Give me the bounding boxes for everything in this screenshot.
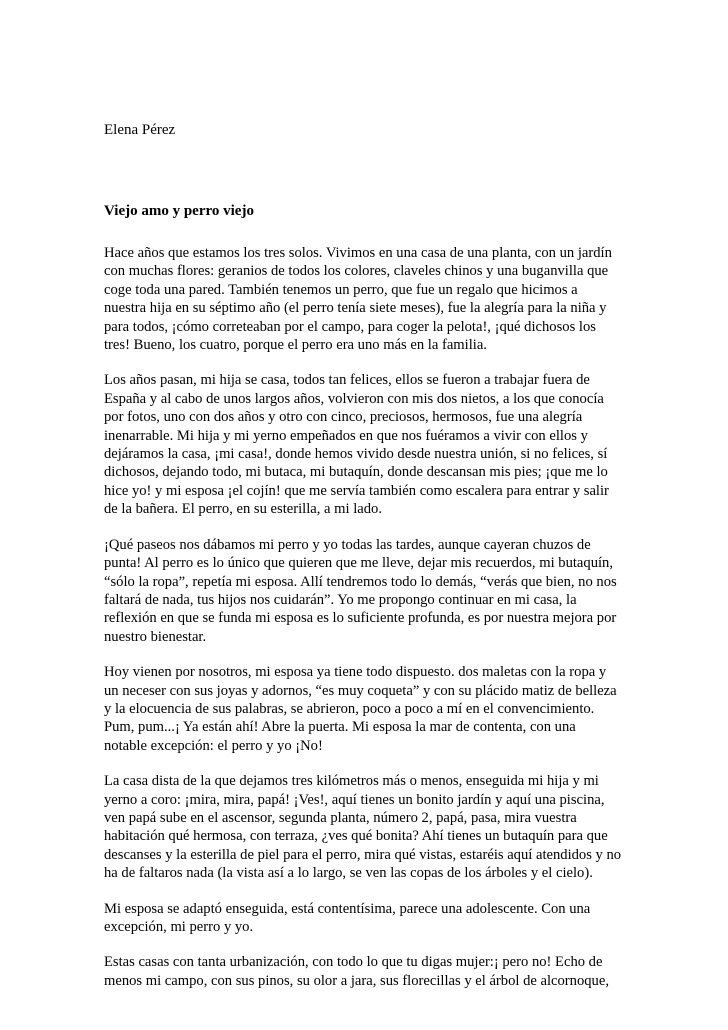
paragraph <box>104 772 634 882</box>
text-line: nuestro bienestar. <box>104 628 207 645</box>
text-line: Hoy vienen por nosotros, mi esposa ya tiene todo dispuesto. dos maletas con la ropa y <box>104 664 607 681</box>
text-line: de la bañera. El perro, en su esterilla, a mi lado. <box>104 501 382 518</box>
text-line: España y al cabo de unos largos años, volvieron con mis dos nietos, a los que conocía <box>104 390 604 407</box>
text-line: por fotos, uno con dos años y otro con cinco, preciosos, hermosos, fue una alegría <box>104 409 583 426</box>
text-line: dejáramos la casa, ¡mi casa!, donde hemos vivido desde nuestra unión, si no felices, sí <box>104 446 608 463</box>
text-line: habitación qué hermosa, con terraza, ¿ves qué bonita? Ahí tienes un butaquín para que <box>104 828 608 845</box>
text-line: reflexión en que se funda mi esposa es lo suficiente profunda, es por nuestra mejora por <box>104 610 617 627</box>
text-line: tres! Bueno, los cuatro, porque el perro era uno más en la familia. <box>104 337 487 354</box>
text-line: descanses y la esterilla de piel para el perro, mira qué vistas, estaréis aquí atendidos y no <box>104 846 622 863</box>
text-line: yerno a coro: ¡mira, mira, papá! ¡Ves!, aquí tienes un bonito jardín y aquí una piscina, <box>104 791 605 808</box>
text-line: con muchas flores: geranios de todos los colores, claveles chinos y una buganvilla que <box>104 263 609 280</box>
text-line: hice yo! y mi esposa ¡el cojín! que me servía también como escalera para entrar y salir <box>104 482 609 499</box>
text-line: inenarrable. Mi hija y mi yerno empeñados en que nos fuéramos a vivir con ellos y <box>104 427 588 444</box>
text-line: y la elocuencia de sus palabras, se abrieron, poco a poco a mí en el convencimiento. <box>104 700 595 717</box>
paragraph <box>104 371 634 518</box>
text-line: ¡Qué paseos nos dábamos mi perro y yo todas las tardes, aunque cayeran chuzos de <box>104 536 591 553</box>
text-line: ven papá sube en el ascensor, segunda planta, número 2, papá, pasa, mira vuestra <box>104 809 577 826</box>
text-line: menos mi campo, con sus pinos, su olor a jara, sus florecillas y el árbol de alcornoque, <box>104 972 609 989</box>
paragraph <box>104 663 634 755</box>
text-line: para todos, ¡cómo correteaban por el campo, para coger la pelota!, ¡qué dichosos los <box>104 318 596 335</box>
text-line: Mi esposa se adaptó enseguida, está contentísima, parece una adolescente. Con una <box>104 900 591 917</box>
text-line: un neceser con sus joyas y adornos, “es muy coqueta” y con su plácido matiz de belleza <box>104 682 617 699</box>
text-line: Hace años que estamos los tres solos. Vivimos en una casa de una planta, con un jardín <box>104 245 612 261</box>
text-line: coge toda una pared. También tenemos un perro, que fue un regalo que hicimos a <box>104 281 578 298</box>
text-line: notable excepción: el perro y yo ¡No! <box>104 737 323 754</box>
text-line: punta! Al perro es lo único que quieren que me lleve, dejar mis recuerdos, mi butaquín, <box>104 555 614 572</box>
paragraph <box>104 244 634 354</box>
paragraph <box>104 900 634 937</box>
text-line: ha de faltaros nada (la vista así a lo largo, se ven las copas de los árboles y el cielo). <box>104 865 593 882</box>
text-line: faltará de nada, tus hijos nos cuidarán”. Yo me propongo continuar en mi casa, la <box>104 591 577 608</box>
author-name: Elena Pérez <box>104 122 176 138</box>
text-line: Estas casas con tanta urbanización, con todo lo que tu digas mujer:¡ pero no! Echo de <box>104 954 603 971</box>
story-title: Viejo amo y perro viejo <box>104 203 254 219</box>
paragraph <box>104 953 634 990</box>
text-line: La casa dista de la que dejamos tres kilómetros más o menos, enseguida mi hija y mi <box>104 773 599 790</box>
text-line: excepción, mi perro y yo. <box>104 919 254 935</box>
paragraph <box>104 536 634 646</box>
text-line: Los años pasan, mi hija se casa, todos tan felices, ellos se fueron a trabajar fuera de <box>104 372 590 389</box>
text-line: Pum, pum...¡ Ya están ahí! Abre la puerta. Mi esposa la mar de contenta, con una <box>104 719 576 736</box>
text-line: dichosos, dejando todo, mi butaca, mi butaquín, donde descansan mis pies; ¡que me lo <box>104 464 608 481</box>
text-line: nuestra hija en su séptimo año (el perro tenía siete meses), fue la alegría para la niña y <box>104 300 607 317</box>
text-line: “sólo la ropa”, repetía mi esposa. Allí tendremos todo lo demás, “verás que bien, no nos <box>104 573 617 590</box>
story-body <box>104 244 634 1007</box>
